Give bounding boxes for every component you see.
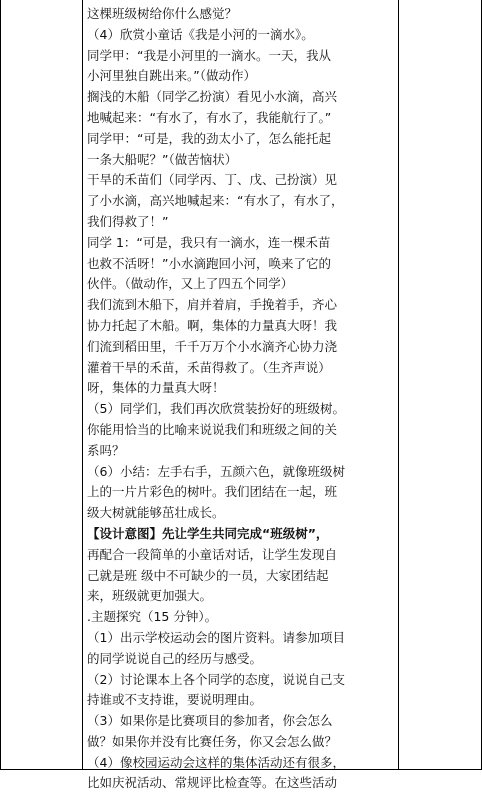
text-line: 上的一片片彩色的树叶。我们团结在一起，班 <box>87 484 338 500</box>
text-line: 这棵班级树给你什么感觉？ <box>87 6 238 21</box>
text-line: 持谁或不支持谁，要说明理由。 <box>87 692 263 708</box>
text-line: 我们流到木船下，肩并着肩，手挽着手，齐心 <box>87 297 338 313</box>
text-line: （5）同学们，我们再次欣赏装扮好的班级树。 <box>87 401 345 417</box>
text-line: 了小水滴，高兴地喊起来：“有水了，有水了， <box>87 193 344 209</box>
text-line: 比如庆祝活动、常规评比检查等。在这些活动 <box>87 775 338 791</box>
text-line: 一条大船呢？”（做苦恼状） <box>87 151 238 167</box>
text-line: 也救不活呀！”小水滴跑回小河，唤来了它的 <box>87 255 331 271</box>
text-line: （6）小结：左手右手，五颜六色，就像班级树 <box>87 463 345 479</box>
text-line: （3）如果你是比赛项目的参加者，你会怎么 <box>87 713 333 729</box>
text-line: 同学 1：“可是，我只有一滴水，连一棵禾苗 <box>87 234 331 250</box>
text-line: 级大树就能够茁壮成长。 <box>87 505 225 521</box>
text-line: 我们得救了！” <box>87 213 169 229</box>
text-line: 灌着干旱的禾苗，禾苗得救了。（生齐声说） <box>87 359 331 375</box>
text-line: （2）讨论课本上各个同学的态度，说说自己支 <box>87 671 345 687</box>
text-line: 同学甲：“我是小河里的一滴水。一天，我从 <box>87 47 331 63</box>
text-line: 伙伴。（做动作，又上了四五个同学） <box>87 276 294 292</box>
text-line: 地喊起来：“有水了，有水了，我能航行了。” <box>87 109 332 125</box>
text-line: 呀，集体的力量真大呀！ <box>87 380 225 396</box>
text-line: 再配合一段简单的小童话对话，让学生发现自 <box>87 546 338 562</box>
text-line: 同学甲：“可是，我的劲太小了，怎么能托起 <box>87 130 331 146</box>
text-line: 协力托起了木船。啊，集体的力量真大呀！我 <box>87 317 338 333</box>
design-intent-heading-line: 【设计意图】先让学生共同完成“班级树”， <box>87 525 329 541</box>
text-line: 系吗？ <box>87 442 125 458</box>
text-line: 搁浅的木船（同学乙扮演）看见小水滴，高兴 <box>87 89 338 105</box>
lesson-content-cell <box>87 4 395 794</box>
text-line: 来，班级就更加强大。 <box>87 588 213 604</box>
text-line: 己就是班 级中不可缺少的一员，大家团结起 <box>87 567 329 583</box>
text-line: 小河里独自跳出来。”（做动作） <box>87 68 256 84</box>
table-column-divider-left <box>82 0 83 770</box>
text-line: 的同学说说自己的经历与感受。 <box>87 650 263 666</box>
text-line: （4）像校园运动会这样的集体活动还有很多， <box>87 754 345 770</box>
text-line: （4）欣赏小童话《我是小河的一滴水》。 <box>87 26 314 42</box>
table-border-left <box>0 0 1 770</box>
text-line: 们流到稻田里，千千万万个小水滴齐心协力浇 <box>87 338 338 354</box>
section-heading-line: .主题探究（15 分钟）。 <box>87 609 218 625</box>
table-column-divider-right <box>398 0 399 770</box>
text-line: （1）出示学校运动会的图片资料。请参加项目 <box>87 629 345 645</box>
text-line: 做？如果你并没有比赛任务，你又会怎么做？ <box>87 733 338 749</box>
text-line: 你能用恰当的比喻来说说我们和班级之间的关 <box>87 421 338 437</box>
text-line: 干旱的禾苗们（同学丙、丁、戊、己扮演）见 <box>87 172 338 188</box>
